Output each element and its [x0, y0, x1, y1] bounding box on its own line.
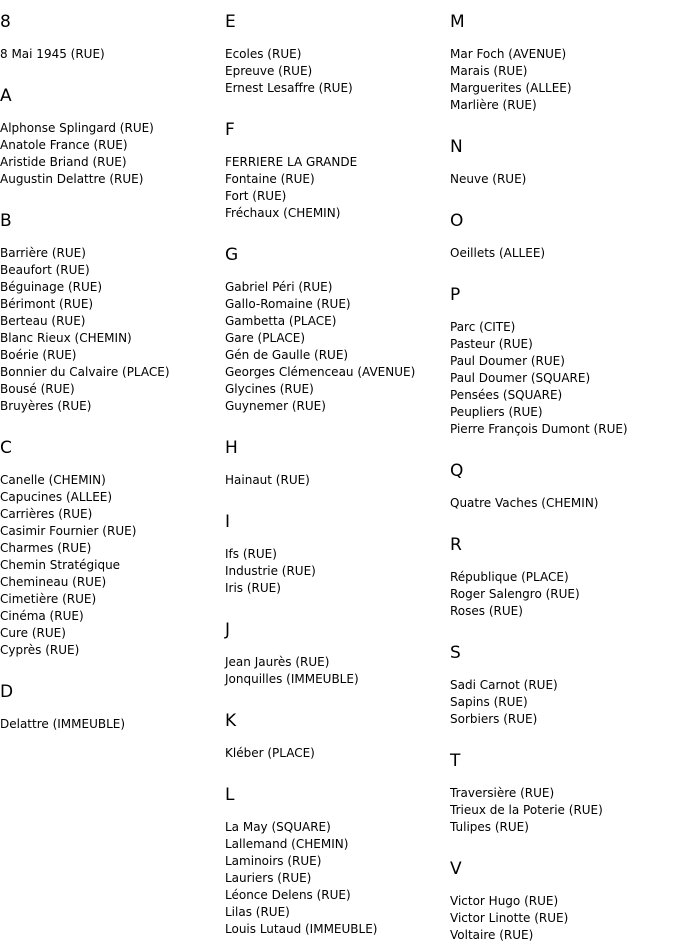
street-link-parc-cite[interactable]: Parc (CITE) [450, 320, 516, 334]
section-letter-heading: J [225, 620, 231, 640]
street-link-cypres-rue[interactable]: Cyprès (RUE) [0, 643, 80, 657]
street-list [0, 245, 170, 415]
street-list [225, 46, 353, 97]
street-list [0, 120, 154, 188]
street-list-item [0, 46, 105, 63]
street-list-item [225, 154, 357, 171]
street-link-kleber-place[interactable]: Kléber (PLACE) [225, 746, 315, 760]
street-link-paul-doumer-square[interactable]: Paul Doumer (SQUARE) [450, 371, 591, 385]
street-link-glycines-rue[interactable]: Glycines (RUE) [225, 382, 314, 396]
street-list-item [450, 819, 603, 836]
street-link-beaufort-rue[interactable]: Beaufort (RUE) [0, 263, 90, 277]
street-list-item [0, 591, 136, 608]
street-link-industrie-rue[interactable]: Industrie (RUE) [225, 564, 316, 578]
section-letter-heading: M [450, 12, 465, 32]
street-link-guynemer-rue[interactable]: Guynemer (RUE) [225, 399, 326, 413]
street-link-tulipes-rue[interactable]: Tulipes (RUE) [450, 820, 529, 834]
street-list-item [450, 80, 572, 97]
street-link-capucines-allee[interactable]: Capucines (ALLEE) [0, 490, 113, 504]
street-link-aristide-briand-rue[interactable]: Aristide Briand (RUE) [0, 155, 127, 169]
street-link-bonnier-du-calvaire-place[interactable]: Bonnier du Calvaire (PLACE) [0, 365, 170, 379]
street-link-georges-clemenceau-avenue[interactable]: Georges Clémenceau (AVENUE) [225, 365, 416, 379]
street-list [450, 46, 572, 114]
street-list-item [225, 546, 316, 563]
street-list [225, 819, 377, 938]
street-list-item [0, 381, 170, 398]
street-link-bruyeres-rue[interactable]: Bruyères (RUE) [0, 399, 92, 413]
street-list [225, 279, 415, 415]
street-list-item [0, 279, 170, 296]
street-list-item [450, 927, 568, 944]
street-list-item [0, 625, 136, 642]
street-list-item [0, 137, 154, 154]
street-link-sapins-rue[interactable]: Sapins (RUE) [450, 695, 528, 709]
section-letter-heading: 8 [0, 12, 11, 32]
street-link-marguerites-allee[interactable]: Marguerites (ALLEE) [450, 81, 572, 95]
street-list-item [450, 336, 628, 353]
section-letter-heading: O [450, 211, 464, 231]
section-letter-heading: G [225, 245, 239, 265]
street-link-ernest-lesaffre-rue[interactable]: Ernest Lesaffre (RUE) [225, 81, 353, 95]
street-list-item [450, 97, 572, 114]
street-link-boerie-rue[interactable]: Boérie (RUE) [0, 348, 77, 362]
street-list-item [0, 642, 136, 659]
street-link-lilas-rue[interactable]: Lilas (RUE) [225, 905, 290, 919]
street-link-bouse-rue[interactable]: Bousé (RUE) [0, 382, 75, 396]
street-list-item [450, 370, 628, 387]
street-link-gallo-romaine-rue[interactable]: Gallo-Romaine (RUE) [225, 297, 351, 311]
street-link-iris-rue[interactable]: Iris (RUE) [225, 581, 281, 595]
street-link-ifs-rue[interactable]: Ifs (RUE) [225, 547, 277, 561]
street-list [0, 46, 105, 63]
section-letter-heading: S [450, 643, 461, 663]
street-link-laminoirs-rue[interactable]: Laminoirs (RUE) [225, 854, 322, 868]
street-link-sorbiers-rue[interactable]: Sorbiers (RUE) [450, 712, 538, 726]
street-list-item [225, 887, 377, 904]
street-link-trieux-de-la-poterie-rue[interactable]: Trieux de la Poterie (RUE) [450, 803, 603, 817]
section-letter-heading: A [0, 86, 12, 106]
street-link-charmes-rue[interactable]: Charmes (RUE) [0, 541, 92, 555]
street-list [450, 171, 526, 188]
street-list-item [450, 46, 572, 63]
street-list-item [0, 364, 170, 381]
street-list-item [0, 296, 170, 313]
street-list-item [450, 404, 628, 421]
street-list-item [450, 495, 598, 512]
street-list-item [0, 540, 136, 557]
street-list [225, 654, 359, 688]
street-link-ferriere-la-grande[interactable]: FERRIERE LA GRANDE [225, 155, 358, 169]
street-list [225, 546, 316, 597]
street-list-item [225, 171, 357, 188]
street-list-item [225, 580, 316, 597]
street-list-item [225, 671, 359, 688]
street-link-blanc-rieux-chemin[interactable]: Blanc Rieux (CHEMIN) [0, 331, 132, 345]
street-link-casimir-fournier-rue[interactable]: Casimir Fournier (RUE) [0, 524, 137, 538]
street-link-anatole-france-rue[interactable]: Anatole France (RUE) [0, 138, 128, 152]
street-link-augustin-delattre-rue[interactable]: Augustin Delattre (RUE) [0, 172, 144, 186]
street-list-item [225, 279, 415, 296]
section-letter-heading: L [225, 785, 235, 805]
street-link-roses-rue[interactable]: Roses (RUE) [450, 604, 523, 618]
section-letter-heading: N [450, 137, 463, 157]
street-list-item [0, 330, 170, 347]
street-list-item [0, 489, 136, 506]
street-link-lallemand-chemin[interactable]: Lallemand (CHEMIN) [225, 837, 349, 851]
street-list [450, 495, 598, 512]
street-list [450, 893, 568, 944]
street-list-item [450, 171, 526, 188]
street-link-lauriers-rue[interactable]: Lauriers (RUE) [225, 871, 312, 885]
street-link-marliere-rue[interactable]: Marlière (RUE) [450, 98, 537, 112]
street-list [450, 677, 558, 728]
street-link-fontaine-rue[interactable]: Fontaine (RUE) [225, 172, 315, 186]
street-list-item [225, 313, 415, 330]
street-list [450, 319, 628, 438]
street-list-item [225, 46, 353, 63]
street-list-item [0, 472, 136, 489]
street-link-berimont-rue[interactable]: Bérimont (RUE) [0, 297, 94, 311]
street-link-gabriel-peri-rue[interactable]: Gabriel Péri (RUE) [225, 280, 333, 294]
street-list-item [225, 330, 415, 347]
street-link-pasteur-rue[interactable]: Pasteur (RUE) [450, 337, 533, 351]
street-link-fort-rue[interactable]: Fort (RUE) [225, 189, 287, 203]
street-list [225, 745, 315, 762]
section-letter-heading: E [225, 12, 236, 32]
section-letter-heading: R [450, 535, 462, 555]
street-list-item [450, 387, 628, 404]
street-link-oeillets-allee[interactable]: Oeillets (ALLEE) [450, 246, 546, 260]
street-list [450, 785, 603, 836]
section-letter-heading: V [450, 859, 462, 879]
street-list-item [225, 921, 377, 938]
street-list-item [225, 188, 357, 205]
street-link-quatre-vaches-chemin[interactable]: Quatre Vaches (CHEMIN) [450, 496, 599, 510]
street-link-mar-foch-avenue[interactable]: Mar Foch (AVENUE) [450, 47, 567, 61]
street-link-canelle-chemin[interactable]: Canelle (CHEMIN) [0, 473, 106, 487]
street-list-item [450, 802, 603, 819]
street-list-item [450, 711, 558, 728]
street-list-item [225, 745, 315, 762]
section-letter-heading: I [225, 512, 231, 532]
street-link-peupliers-rue[interactable]: Peupliers (RUE) [450, 405, 543, 419]
street-list-item [450, 677, 558, 694]
street-list [225, 472, 310, 489]
street-list-item [450, 785, 603, 802]
street-list-item [225, 654, 359, 671]
street-link-sadi-carnot-rue[interactable]: Sadi Carnot (RUE) [450, 678, 558, 692]
street-link-jean-jaures-rue[interactable]: Jean Jaurès (RUE) [225, 655, 330, 669]
street-list-item [450, 569, 580, 586]
section-letter-heading: C [0, 438, 12, 458]
street-link-louis-lutaud-immeuble[interactable]: Louis Lutaud (IMMEUBLE) [225, 922, 378, 936]
street-link-berteau-rue[interactable]: Berteau (RUE) [0, 314, 86, 328]
street-link-victor-linotte-rue[interactable]: Victor Linotte (RUE) [450, 911, 569, 925]
street-list-item [0, 313, 170, 330]
street-list-item [0, 523, 136, 540]
street-list-item [0, 574, 136, 591]
street-link-ecoles-rue[interactable]: Ecoles (RUE) [225, 47, 302, 61]
street-list [0, 472, 136, 659]
section-letter-heading: P [450, 285, 461, 305]
street-list-item [450, 245, 545, 262]
street-link-chemineau-rue[interactable]: Chemineau (RUE) [0, 575, 107, 589]
street-list-item [0, 171, 154, 188]
street-list-item [225, 836, 377, 853]
street-link-barriere-rue[interactable]: Barrière (RUE) [0, 246, 86, 260]
street-list [225, 154, 357, 222]
street-link-carrieres-rue[interactable]: Carrières (RUE) [0, 507, 93, 521]
street-list-item [225, 398, 415, 415]
street-list-item [225, 472, 310, 489]
street-list-item [225, 870, 377, 887]
street-list-item [225, 205, 357, 222]
street-link-neuve-rue[interactable]: Neuve (RUE) [450, 172, 527, 186]
street-list-item [0, 120, 154, 137]
street-link-la-may-square[interactable]: La May (SQUARE) [225, 820, 331, 834]
street-list-item [450, 421, 628, 438]
street-link-delattre-immeuble[interactable]: Delattre (IMMEUBLE) [0, 717, 126, 731]
street-list-item [225, 381, 415, 398]
street-link-republique-place[interactable]: République (PLACE) [450, 570, 569, 584]
street-list-item [450, 910, 568, 927]
street-list-item [225, 563, 316, 580]
street-link-gare-place[interactable]: Gare (PLACE) [225, 331, 306, 345]
street-list-item [225, 296, 415, 313]
section-letter-heading: Q [450, 461, 464, 481]
street-link-victor-hugo-rue[interactable]: Victor Hugo (RUE) [450, 894, 559, 908]
street-link-frechaux-chemin[interactable]: Fréchaux (CHEMIN) [225, 206, 341, 220]
street-list-item [450, 893, 568, 910]
street-list-item [0, 506, 136, 523]
street-link-cure-rue[interactable]: Cure (RUE) [0, 626, 66, 640]
street-list-item [0, 154, 154, 171]
street-list-item [450, 63, 572, 80]
street-link-beguinage-rue[interactable]: Béguinage (RUE) [0, 280, 103, 294]
street-link-paul-doumer-rue[interactable]: Paul Doumer (RUE) [450, 354, 565, 368]
street-list-item [0, 608, 136, 625]
street-list-item [450, 586, 580, 603]
street-list-item [0, 716, 125, 733]
street-link-gambetta-place[interactable]: Gambetta (PLACE) [225, 314, 337, 328]
street-link-chemin-strategique[interactable]: Chemin Stratégique [0, 558, 121, 572]
street-link-roger-salengro-rue[interactable]: Roger Salengro (RUE) [450, 587, 580, 601]
street-list-item [0, 245, 170, 262]
street-list-item [0, 347, 170, 364]
street-list-item [450, 603, 580, 620]
street-list-item [225, 904, 377, 921]
street-link-leonce-delens-rue[interactable]: Léonce Delens (RUE) [225, 888, 351, 902]
street-list-item [225, 347, 415, 364]
street-list-item [225, 80, 353, 97]
street-link-marais-rue[interactable]: Marais (RUE) [450, 64, 528, 78]
section-letter-heading: D [0, 682, 14, 702]
street-link-epreuve-rue[interactable]: Epreuve (RUE) [225, 64, 313, 78]
section-letter-heading: H [225, 438, 238, 458]
street-list-item [225, 819, 377, 836]
street-link-gen-de-gaulle-rue[interactable]: Gén de Gaulle (RUE) [225, 348, 349, 362]
street-list-item [450, 694, 558, 711]
section-letter-heading: K [225, 711, 237, 731]
street-link-traversiere-rue[interactable]: Traversière (RUE) [450, 786, 555, 800]
section-letter-heading: B [0, 211, 12, 231]
street-list-item [0, 557, 136, 574]
street-list-item [0, 262, 170, 279]
street-list-item [225, 364, 415, 381]
street-link-alphonse-splingard-rue[interactable]: Alphonse Splingard (RUE) [0, 121, 154, 135]
street-link-cimetiere-rue[interactable]: Cimetière (RUE) [0, 592, 97, 606]
street-list-item [0, 398, 170, 415]
street-link-cinema-rue[interactable]: Cinéma (RUE) [0, 609, 84, 623]
section-letter-heading: F [225, 120, 235, 140]
street-link-pierre-francois-dumont-rue[interactable]: Pierre François Dumont (RUE) [450, 422, 628, 436]
street-list-item [225, 63, 353, 80]
street-link-8-mai-1945-rue[interactable]: 8 Mai 1945 (RUE) [0, 47, 105, 61]
street-list-item [450, 319, 628, 336]
street-list [450, 245, 545, 262]
street-link-hainaut-rue[interactable]: Hainaut (RUE) [225, 473, 310, 487]
street-link-voltaire-rue[interactable]: Voltaire (RUE) [450, 928, 534, 942]
street-link-jonquilles-immeuble[interactable]: Jonquilles (IMMEUBLE) [225, 672, 359, 686]
street-list-item [450, 353, 628, 370]
street-list [0, 716, 125, 733]
street-list [450, 569, 580, 620]
street-list-item [225, 853, 377, 870]
street-link-pensees-square[interactable]: Pensées (SQUARE) [450, 388, 563, 402]
section-letter-heading: T [450, 751, 461, 771]
